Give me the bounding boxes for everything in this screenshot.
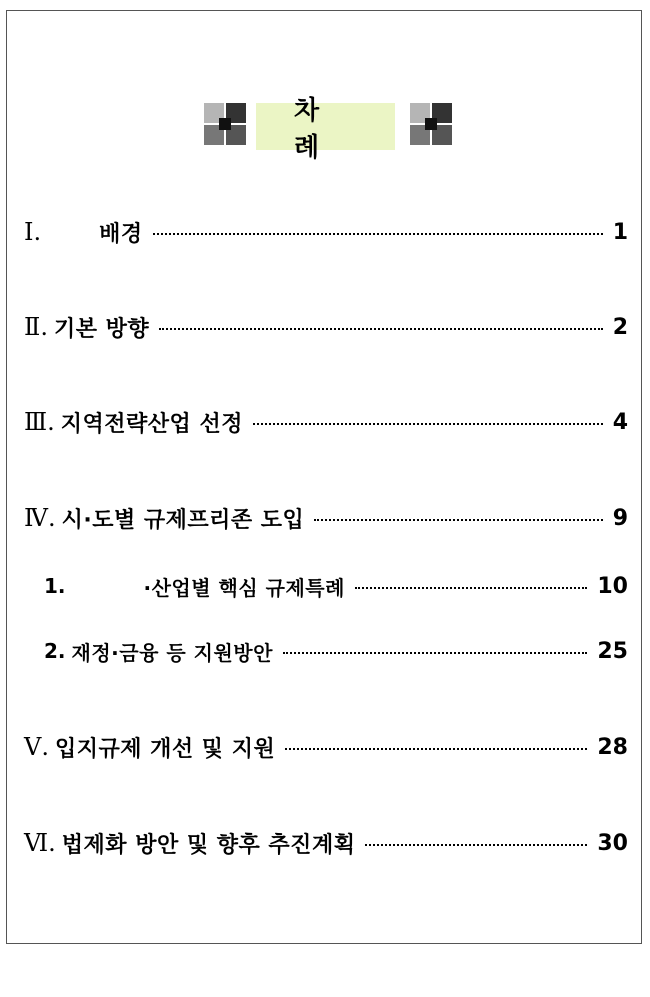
toc-entry-label: 법제화 방안 및 향후 추진계획 bbox=[61, 832, 356, 858]
leader-dots bbox=[153, 233, 603, 235]
toc-entry-number: Ⅵ. bbox=[24, 829, 56, 857]
toc-entry-label: 기본 방향 bbox=[53, 316, 150, 342]
toc-subentry[interactable] bbox=[44, 566, 628, 606]
toc-entry-page: 4 bbox=[612, 409, 628, 435]
toc-entry-label: 지역전략산업 선정 bbox=[60, 411, 243, 437]
decorative-squares-icon bbox=[204, 103, 246, 145]
toc-entry[interactable] bbox=[24, 823, 628, 863]
toc-entry-label: 재정·금융 등 지원방안 bbox=[71, 640, 273, 665]
leader-dots bbox=[355, 587, 587, 589]
leader-dots bbox=[159, 328, 603, 330]
toc-entry[interactable] bbox=[24, 307, 628, 347]
leader-dots bbox=[314, 519, 602, 521]
toc-entry-label: 배경 bbox=[99, 221, 143, 247]
toc-entry-number: Ⅰ. bbox=[24, 218, 42, 246]
toc-entry[interactable] bbox=[24, 498, 628, 538]
toc-entry-label: 시·도별 규제프리존 도입 bbox=[61, 507, 305, 533]
toc-entry-number: Ⅱ. bbox=[24, 313, 48, 341]
decorative-squares-icon bbox=[410, 103, 452, 145]
toc-entry-page: 1 bbox=[612, 219, 628, 245]
leader-dots bbox=[285, 748, 587, 750]
toc-entry-number: 2. bbox=[44, 639, 66, 663]
toc-entry-label: ·산업별 핵심 규제특례 bbox=[143, 575, 345, 600]
toc-entry[interactable] bbox=[24, 402, 628, 442]
toc-entry-number: Ⅴ. bbox=[24, 733, 49, 761]
toc-entry-page: 10 bbox=[597, 573, 628, 599]
toc-entry-page: 28 bbox=[597, 734, 628, 760]
toc-entry-number: Ⅳ. bbox=[24, 504, 56, 532]
toc-title-row bbox=[0, 95, 650, 163]
toc-entry[interactable] bbox=[24, 727, 628, 767]
toc-title: 차 례 bbox=[256, 103, 395, 150]
leader-dots bbox=[365, 844, 587, 846]
toc-entry-number: 1. bbox=[44, 574, 66, 598]
toc-entry-number: Ⅲ. bbox=[24, 408, 55, 436]
toc-entry-page: 9 bbox=[612, 505, 628, 531]
toc-subentry[interactable] bbox=[44, 631, 628, 671]
leader-dots bbox=[283, 652, 587, 654]
toc-entry-page: 2 bbox=[612, 314, 628, 340]
toc-entry-page: 25 bbox=[597, 638, 628, 664]
toc-entry[interactable] bbox=[24, 212, 628, 252]
toc-entry-label: 입지규제 개선 및 지원 bbox=[54, 736, 276, 762]
toc-entry-page: 30 bbox=[597, 830, 628, 856]
leader-dots bbox=[253, 423, 603, 425]
